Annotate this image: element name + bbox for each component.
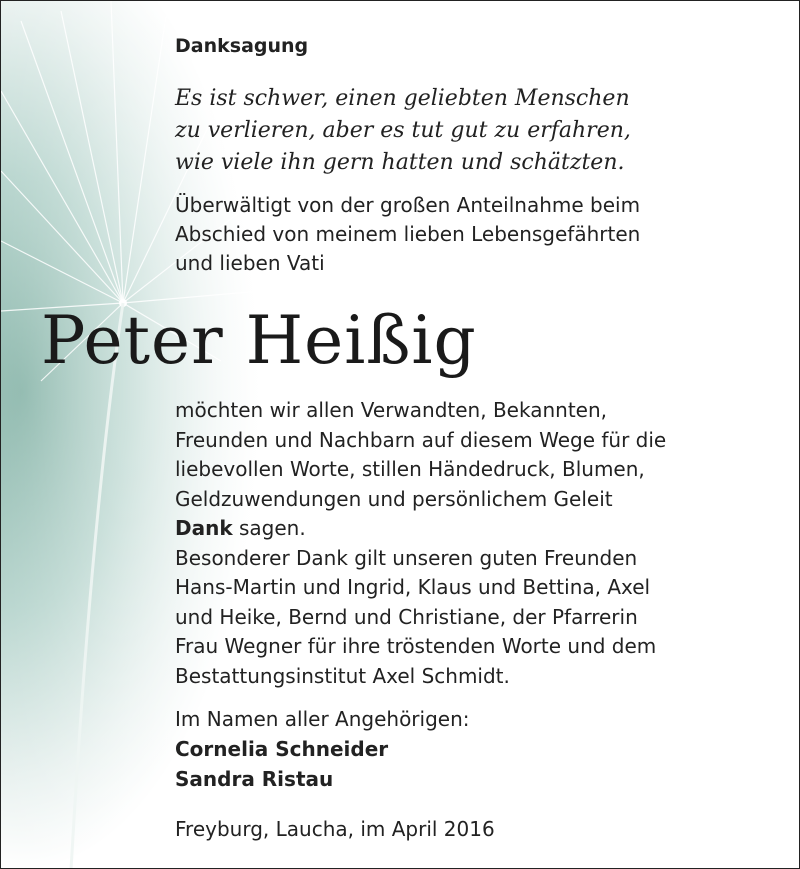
deceased-name: Peter Heißig <box>41 302 477 379</box>
signer-name: Cornelia Schneider <box>175 737 389 761</box>
memorial-quote <box>175 83 775 179</box>
special-line: Bestattungsinstitut Axel Schmidt. <box>175 663 510 688</box>
notice-heading: Danksagung <box>175 35 309 57</box>
body-line: liebevollen Worte, stillen Händedruck, Blumen, <box>175 457 645 481</box>
body-line: Freunden und Nachbarn auf diesem Wege für die <box>175 427 667 452</box>
special-line: und Heike, Bernd und Christiane, der Pfarrerin <box>175 604 638 629</box>
dank-rest: sagen. <box>232 516 306 540</box>
quote-line: Es ist schwer, einen geliebten Menschen <box>175 86 630 111</box>
notice-content <box>1 1 800 869</box>
special-line: Frau Wegner für ihre tröstenden Worte und dem <box>175 634 657 658</box>
body-line: möchten wir allen Verwandten, Bekannten, <box>175 398 607 422</box>
intro-line: und lieben Vati <box>175 251 325 275</box>
intro-text <box>175 191 775 278</box>
signoff-intro: Im Namen aller Angehörigen: <box>175 707 470 731</box>
body-line: Geldzuwendungen und persönlichem Geleit <box>175 486 613 511</box>
dank-line <box>175 514 785 544</box>
quote-line: wie viele ihn gern hatten und schätzten. <box>175 150 625 175</box>
place-date: Freyburg, Laucha, im April 2016 <box>175 817 495 841</box>
intro-line: Abschied von meinem lieben Lebensgefährten <box>175 222 641 246</box>
quote-line: zu verlieren, aber es tut gut zu erfahren, <box>175 118 631 143</box>
thanks-text <box>175 396 785 691</box>
signoff <box>175 704 775 794</box>
special-line: Besonderer Dank gilt unseren guten Freunden <box>175 545 638 570</box>
signer-name: Sandra Ristau <box>175 767 334 791</box>
intro-line: Überwältigt von der großen Anteilnahme beim <box>175 193 641 217</box>
dank-word: Dank <box>175 516 233 540</box>
special-line: Hans-Martin und Ingrid, Klaus und Bettina, Axel <box>175 575 651 599</box>
